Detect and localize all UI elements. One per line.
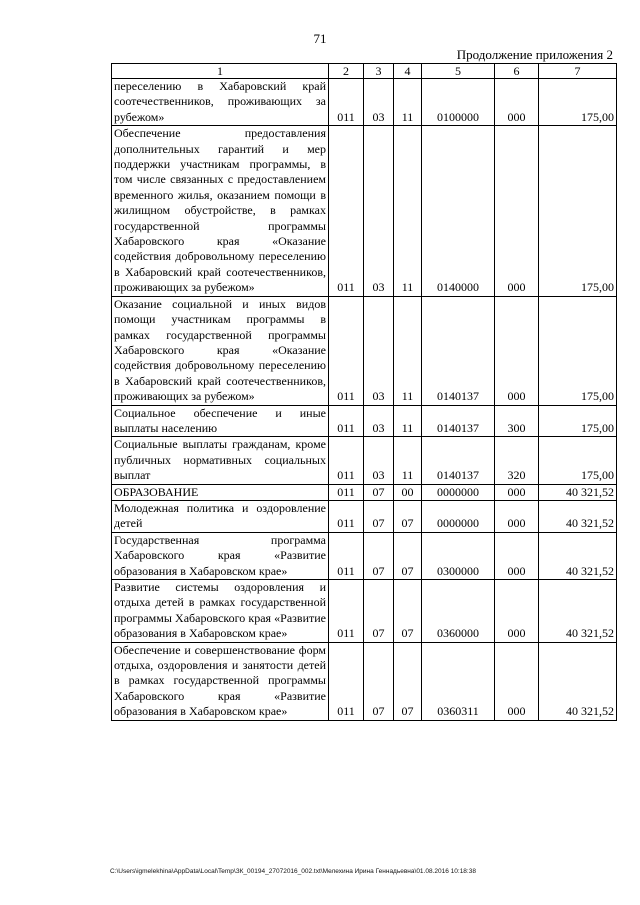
- row-ministry-code: 011: [329, 437, 364, 484]
- row-target-code: 0360000: [422, 580, 495, 643]
- row-amount: 175,00: [539, 296, 617, 405]
- row-target-code: 0140137: [422, 437, 495, 484]
- row-subsection-code: 11: [394, 296, 422, 405]
- row-subsection-code: 07: [394, 642, 422, 720]
- row-ministry-code: 011: [329, 405, 364, 437]
- row-expense-type: 000: [495, 642, 539, 720]
- row-section-code: 07: [364, 580, 394, 643]
- row-section-code: 07: [364, 484, 394, 500]
- table-row: [112, 79, 617, 126]
- row-target-code: 0140137: [422, 405, 495, 437]
- row-expense-type: 000: [495, 126, 539, 296]
- row-description: ОБРАЗОВАНИЕ: [112, 484, 329, 500]
- row-target-code: 0140137: [422, 296, 495, 405]
- row-ministry-code: 011: [329, 79, 364, 126]
- row-amount: 40 321,52: [539, 532, 617, 579]
- row-target-code: 0140000: [422, 126, 495, 296]
- row-target-code: 0000000: [422, 484, 495, 500]
- row-ministry-code: 011: [329, 532, 364, 579]
- footer-file-path: C:\Users\igmelekhina\AppData\Local\Temp\ЗК_00194_27072016_002.txt\Мелехина Ирина Геннадьевна\01.08.2016 10:18:38: [110, 868, 476, 875]
- row-section-code: 03: [364, 437, 394, 484]
- row-subsection-code: 07: [394, 500, 422, 532]
- row-section-code: 03: [364, 126, 394, 296]
- row-expense-type: 000: [495, 79, 539, 126]
- row-description: Государственная программа Хабаровского края «Развитие образования в Хабаровском крае»: [112, 532, 329, 579]
- header-col-7: 7: [539, 64, 617, 79]
- header-col-5: 5: [422, 64, 495, 79]
- table-row: [112, 532, 617, 579]
- row-subsection-code: 11: [394, 405, 422, 437]
- row-target-code: 0360311: [422, 642, 495, 720]
- header-row: [112, 64, 617, 79]
- row-amount: 40 321,52: [539, 500, 617, 532]
- table-row: [112, 405, 617, 437]
- row-ministry-code: 011: [329, 296, 364, 405]
- row-subsection-code: 11: [394, 79, 422, 126]
- row-subsection-code: 00: [394, 484, 422, 500]
- budget-table: [111, 63, 617, 721]
- row-subsection-code: 11: [394, 437, 422, 484]
- header-col-2: 2: [329, 64, 364, 79]
- table-row: [112, 126, 617, 296]
- row-description: Социальные выплаты гражданам, кроме публичных нормативных социальных выплат: [112, 437, 329, 484]
- table-row: [112, 296, 617, 405]
- row-amount: 40 321,52: [539, 484, 617, 500]
- row-ministry-code: 011: [329, 126, 364, 296]
- row-amount: 175,00: [539, 126, 617, 296]
- row-expense-type: 000: [495, 296, 539, 405]
- row-description: Развитие системы оздоровления и отдыха детей в рамках государственной программы Хабаровского края «Развитие образования в Хабаровском крае»: [112, 580, 329, 643]
- row-expense-type: 000: [495, 580, 539, 643]
- header-col-4: 4: [394, 64, 422, 79]
- row-section-code: 03: [364, 296, 394, 405]
- row-ministry-code: 011: [329, 484, 364, 500]
- row-description: Оказание социальной и иных видов помощи участникам программы в рамках государственной программы Хабаровского края «Оказание содействия добровольному переселению в Хабаровский край соотечественников, проживающих за рубежом»: [112, 296, 329, 405]
- header-col-6: 6: [495, 64, 539, 79]
- table-row: [112, 580, 617, 643]
- row-section-code: 07: [364, 642, 394, 720]
- table-row: [112, 500, 617, 532]
- row-expense-type: 300: [495, 405, 539, 437]
- table-row: [112, 642, 617, 720]
- row-section-code: 07: [364, 532, 394, 579]
- table-row: [112, 437, 617, 484]
- row-subsection-code: 07: [394, 532, 422, 579]
- row-description: Обеспечение и совершенствование форм отдыха, оздоровления и занятости детей в рамках государственной программы Хабаровского края «Развитие образования в Хабаровском крае»: [112, 642, 329, 720]
- row-expense-type: 000: [495, 500, 539, 532]
- row-amount: 40 321,52: [539, 642, 617, 720]
- row-description: Обеспечение предоставления дополнительных гарантий и мер поддержки участникам программы, в том числе связанных с предоставлением временного жилья, оказанием помощи в жилищном обустройстве, в рамках государственной программы Хабаровского края «Оказание содействия добровольному переселению в Хабаровский край соотечественников, проживающих за рубежом»: [112, 126, 329, 296]
- row-target-code: 0000000: [422, 500, 495, 532]
- row-section-code: 07: [364, 500, 394, 532]
- row-ministry-code: 011: [329, 500, 364, 532]
- row-amount: 175,00: [539, 405, 617, 437]
- row-description: переселению в Хабаровский край соотечественников, проживающих за рубежом»: [112, 79, 329, 126]
- row-section-code: 03: [364, 79, 394, 126]
- row-target-code: 0100000: [422, 79, 495, 126]
- row-expense-type: 000: [495, 532, 539, 579]
- page-number: 71: [313, 31, 327, 46]
- row-description: Молодежная политика и оздоровление детей: [112, 500, 329, 532]
- row-amount: 175,00: [539, 437, 617, 484]
- row-expense-type: 320: [495, 437, 539, 484]
- row-subsection-code: 07: [394, 580, 422, 643]
- appendix-note: Продолжение приложения 2: [456, 47, 613, 62]
- row-ministry-code: 011: [329, 642, 364, 720]
- row-section-code: 03: [364, 405, 394, 437]
- row-subsection-code: 11: [394, 126, 422, 296]
- header-col-3: 3: [364, 64, 394, 79]
- table-row: [112, 484, 617, 500]
- row-target-code: 0300000: [422, 532, 495, 579]
- row-description: Социальное обеспечение и иные выплаты населению: [112, 405, 329, 437]
- row-ministry-code: 011: [329, 580, 364, 643]
- row-amount: 40 321,52: [539, 580, 617, 643]
- header-col-1: 1: [112, 64, 329, 79]
- row-amount: 175,00: [539, 79, 617, 126]
- row-expense-type: 000: [495, 484, 539, 500]
